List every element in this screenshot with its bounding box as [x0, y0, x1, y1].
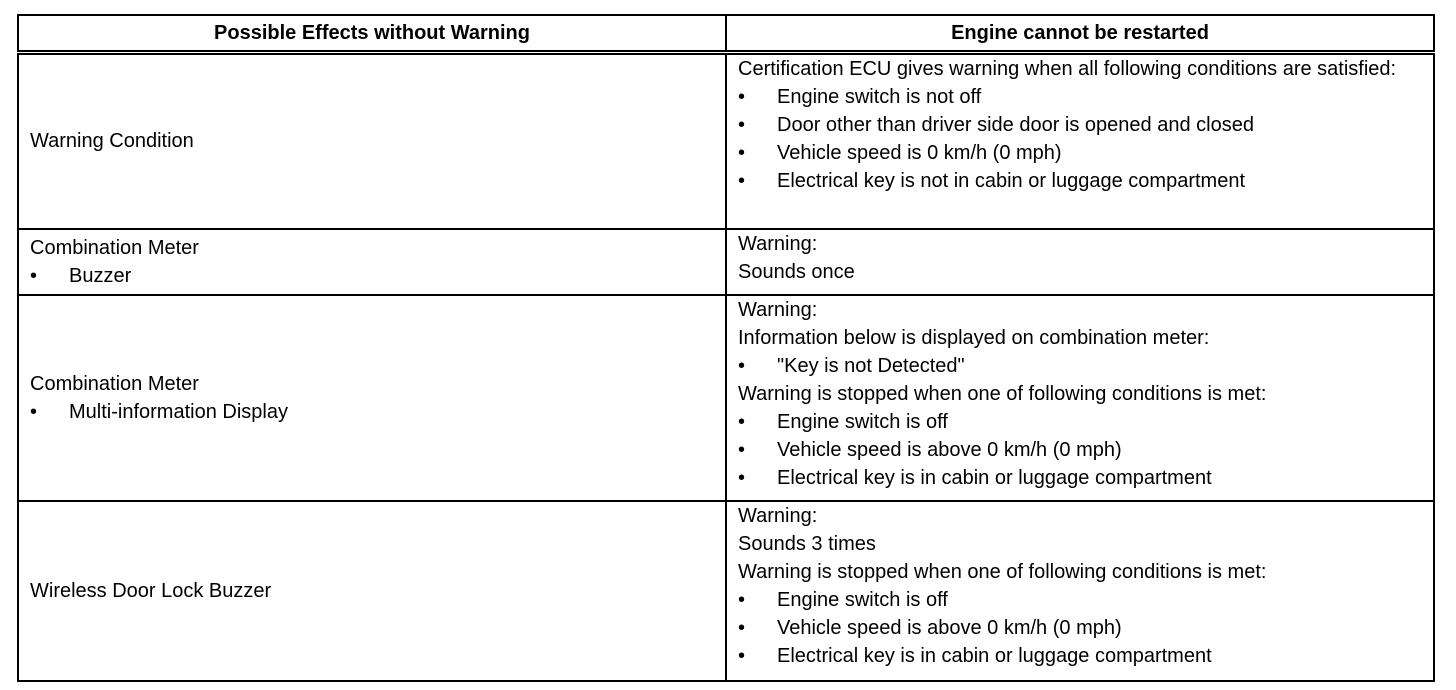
- effect-label: Combination Meter: [30, 236, 199, 259]
- bullet-glyph: •: [738, 588, 746, 611]
- detail-bullet-text: Vehicle speed is 0 km/h (0 mph): [777, 142, 1062, 164]
- table-header-row: [18, 15, 1434, 53]
- effect-label: Combination Meter: [30, 372, 199, 395]
- detail-bullet-text: Vehicle speed is above 0 km/h (0 mph): [777, 438, 1122, 461]
- bullet-glyph: •: [30, 400, 38, 423]
- detail-text: Sounds 3 times: [738, 532, 876, 555]
- detail-bullet-text: Electrical key is not in cabin or luggage compartment: [777, 170, 1246, 192]
- detail-text: Information below is displayed on combination meter:: [738, 326, 1210, 349]
- detail-text: Sounds once: [738, 260, 855, 283]
- effect-label: Warning Condition: [30, 130, 194, 153]
- detail-text: Warning:: [738, 298, 818, 321]
- detail-bullet-item: [738, 642, 1422, 670]
- detail-bullet-item: [738, 464, 1422, 492]
- effect-label-cell: [18, 501, 726, 681]
- detail-bullet-item: [738, 408, 1422, 436]
- effects-table: [17, 14, 1435, 682]
- bullet-glyph: •: [738, 170, 746, 192]
- detail-bullet-item: [738, 167, 1422, 195]
- header-engine-cannot-restart: Engine cannot be restarted: [726, 15, 1434, 53]
- effect-sub-item: [30, 262, 714, 290]
- detail-bullet-text: Vehicle speed is above 0 km/h (0 mph): [777, 616, 1122, 639]
- detail-bullet-text: Engine switch is off: [777, 588, 948, 611]
- detail-bullet-text: Electrical key is in cabin or luggage compartment: [777, 644, 1212, 667]
- bullet-glyph: •: [738, 354, 746, 377]
- detail-bullet-text: Electrical key is in cabin or luggage compartment: [777, 466, 1212, 489]
- table-row: [18, 295, 1434, 501]
- detail-text: Warning:: [738, 232, 818, 255]
- bullet-glyph: •: [738, 142, 746, 164]
- detail-bullet-item: [738, 83, 1422, 111]
- effect-label-cell: [18, 229, 726, 295]
- bullet-glyph: •: [738, 466, 746, 489]
- bullet-glyph: •: [738, 438, 746, 461]
- table-row: [18, 501, 1434, 681]
- table-row: [18, 53, 1434, 229]
- effect-sub-item-text: Buzzer: [69, 264, 132, 287]
- bullet-glyph: •: [30, 264, 38, 287]
- table-row: [18, 229, 1434, 295]
- effect-detail-cell: [726, 229, 1434, 295]
- bullet-glyph: •: [738, 86, 746, 108]
- effect-sub-item: [30, 398, 714, 426]
- effect-label-cell: [18, 295, 726, 501]
- effect-label-cell: [18, 53, 726, 229]
- bullet-glyph: •: [738, 114, 746, 136]
- effect-label: Wireless Door Lock Buzzer: [30, 579, 272, 602]
- effect-detail-cell: [726, 501, 1434, 681]
- effect-detail-cell: [726, 53, 1434, 229]
- effect-detail-cell: [726, 295, 1434, 501]
- table-body: [18, 53, 1434, 681]
- detail-text: Warning is stopped when one of following conditions is met:: [738, 382, 1267, 405]
- effect-sub-item-text: Multi-information Display: [69, 400, 288, 423]
- detail-bullet-item: [738, 436, 1422, 464]
- bullet-glyph: •: [738, 616, 746, 639]
- detail-text: Warning is stopped when one of following conditions is met:: [738, 560, 1267, 583]
- detail-text: Certification ECU gives warning when all following conditions are satisfied:: [738, 58, 1397, 80]
- detail-bullet-text: Engine switch is not off: [777, 86, 982, 108]
- detail-bullet-item: [738, 352, 1422, 380]
- bullet-glyph: •: [738, 644, 746, 667]
- detail-bullet-item: [738, 586, 1422, 614]
- detail-bullet-text: Engine switch is off: [777, 410, 948, 433]
- bullet-glyph: •: [738, 410, 746, 433]
- detail-bullet-text: Door other than driver side door is opened and closed: [777, 114, 1254, 136]
- detail-bullet-item: [738, 614, 1422, 642]
- detail-bullet-text: "Key is not Detected": [777, 354, 965, 377]
- detail-bullet-item: [738, 111, 1422, 139]
- detail-bullet-item: [738, 139, 1422, 167]
- detail-text: Warning:: [738, 504, 818, 527]
- header-possible-effects: Possible Effects without Warning: [18, 15, 726, 53]
